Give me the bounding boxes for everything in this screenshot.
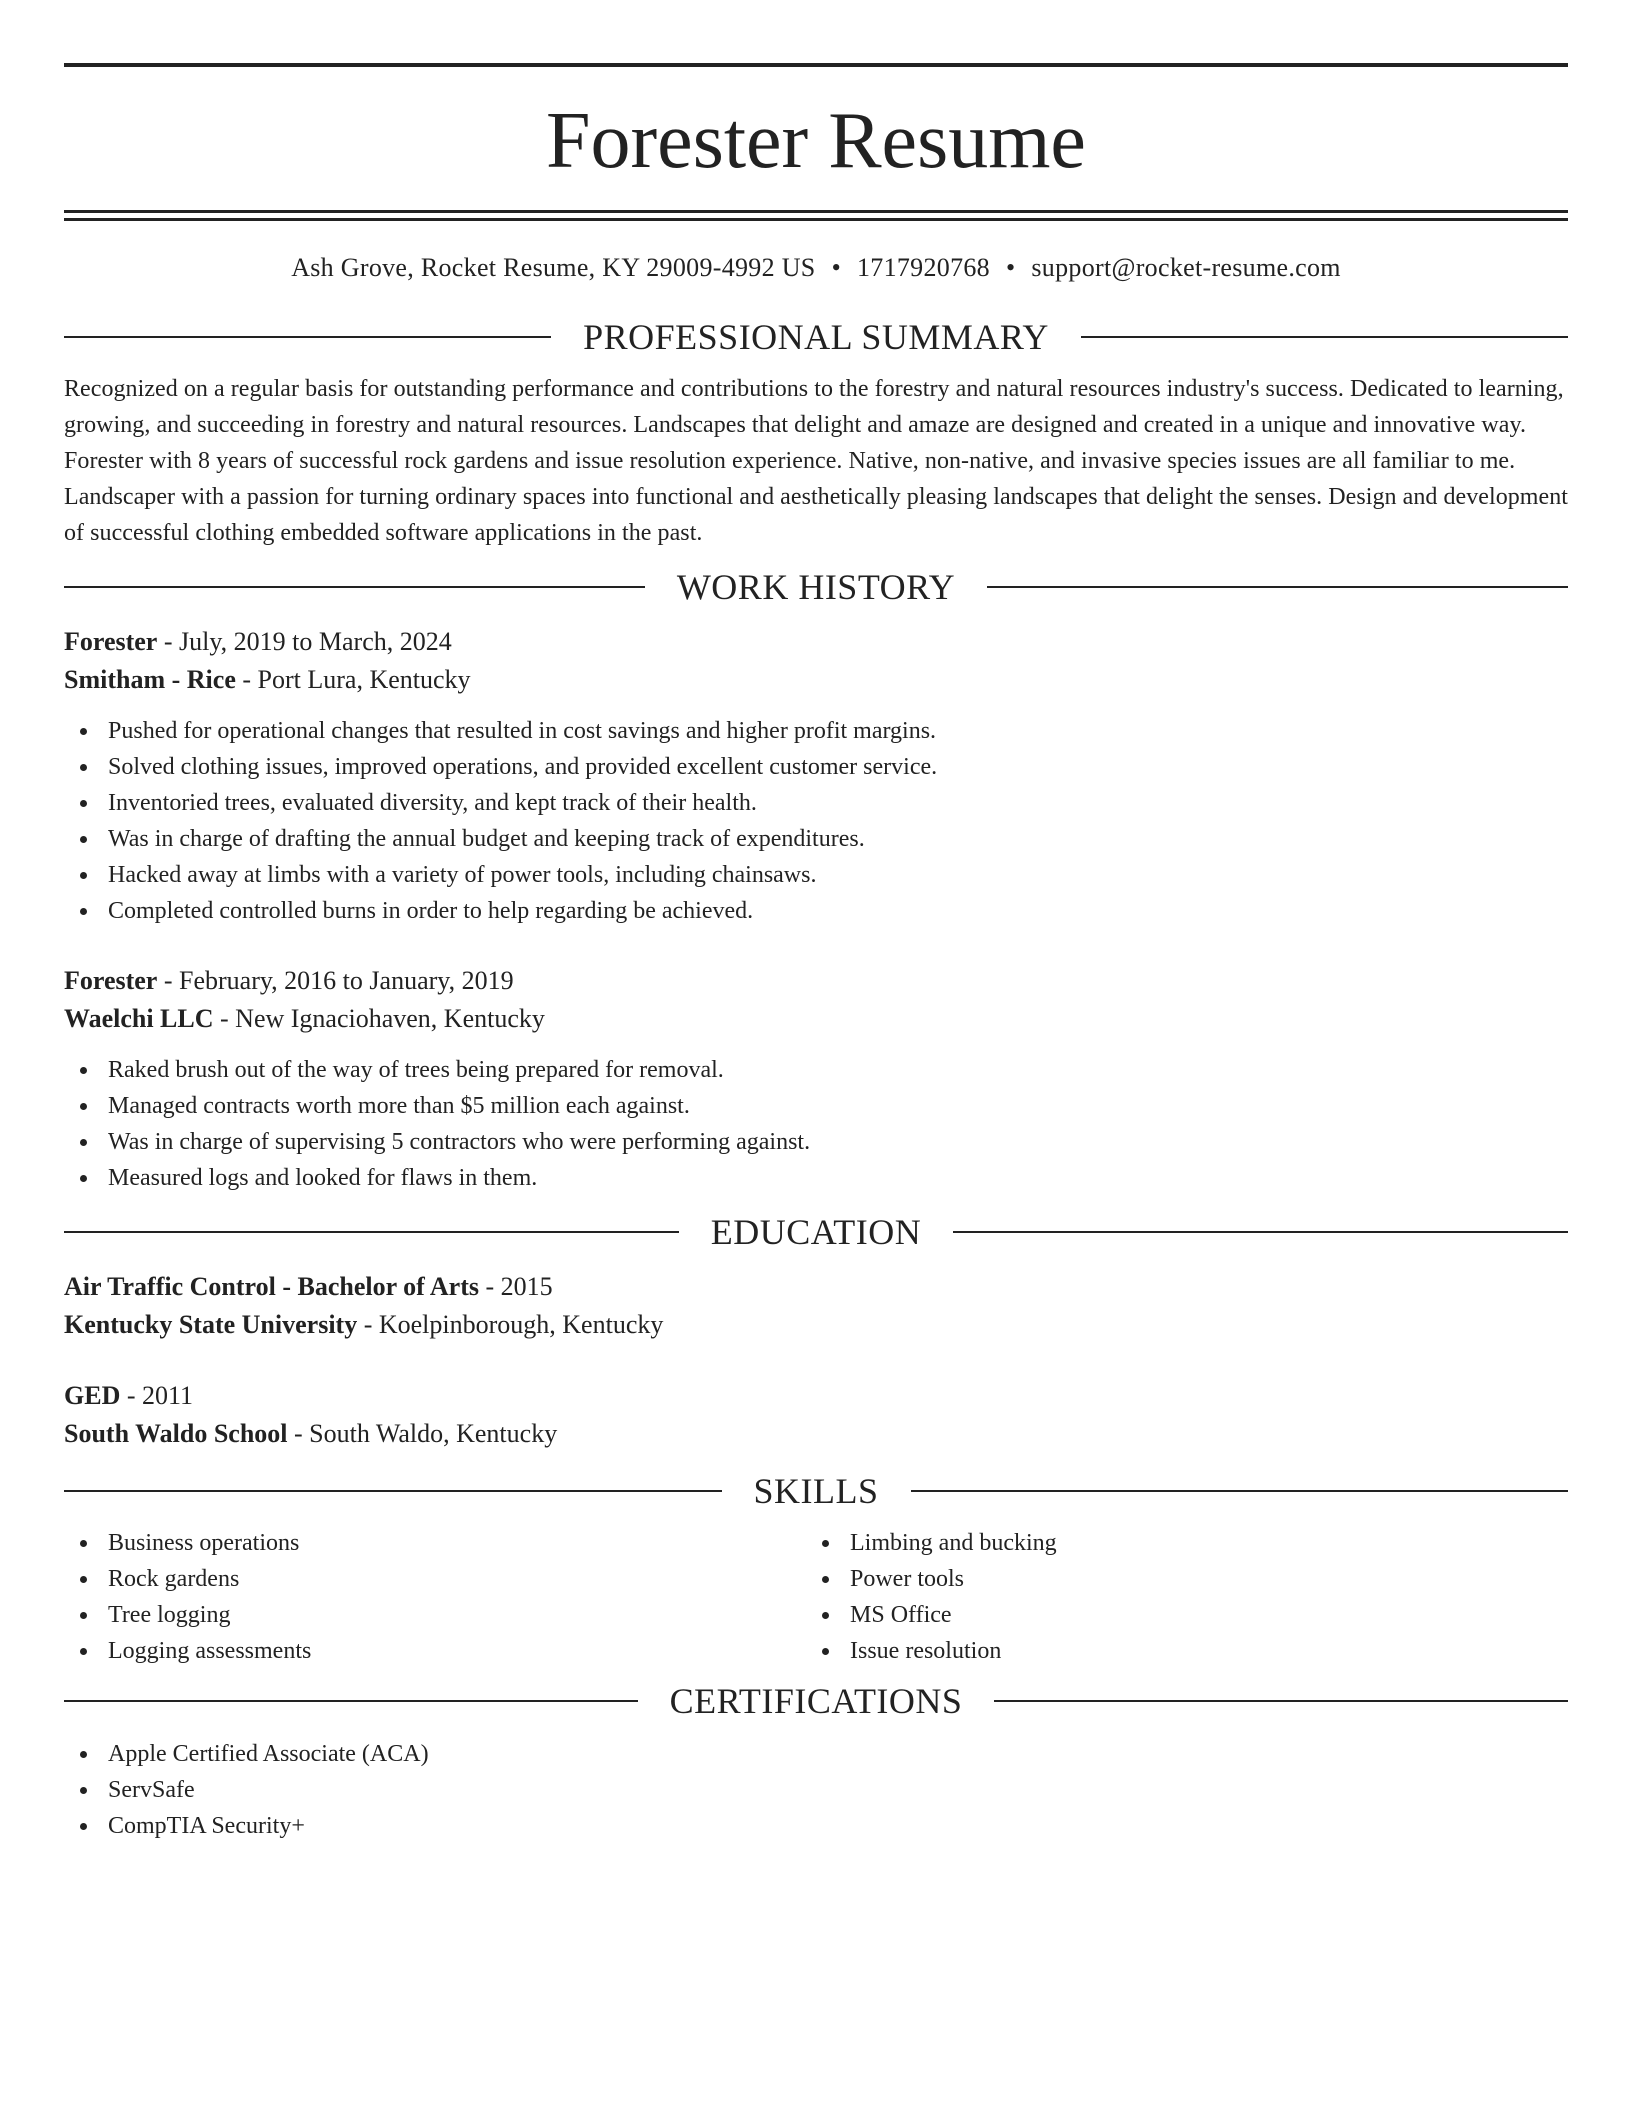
certifications-heading-title: CERTIFICATIONS (669, 1681, 963, 1721)
heading-rule (994, 1700, 1568, 1702)
contact-address: Ash Grove, Rocket Resume, KY 29009-4992 US (291, 253, 816, 282)
heading-rule (64, 336, 551, 338)
heading-rule (1081, 336, 1568, 338)
contact-separator: • (1005, 253, 1016, 282)
resume-page (64, 0, 1568, 1844)
job-dates: - July, 2019 to March, 2024 (157, 627, 452, 656)
job-bullet: Solved clothing issues, improved operations, and provided excellent customer service. (64, 749, 1568, 785)
skill-item: Issue resolution (806, 1633, 1548, 1669)
job-bullet-list (64, 1052, 1568, 1196)
job-company-line (64, 661, 1568, 699)
education-school-line (64, 1306, 1568, 1344)
heading-rule (64, 1231, 679, 1233)
education-entry (64, 1268, 1568, 1344)
certifications-heading (64, 1678, 1568, 1724)
heading-rule (64, 586, 645, 588)
education-degree: GED (64, 1381, 121, 1410)
job-title-line (64, 962, 1568, 1000)
job-entry (64, 962, 1568, 1196)
contact-separator: • (831, 253, 841, 282)
heading-rule (953, 1231, 1568, 1233)
skill-item: Limbing and bucking (806, 1525, 1548, 1561)
job-location: - New Ignaciohaven, Kentucky (213, 1004, 545, 1033)
header-top-rule (64, 63, 1568, 67)
heading-rule (64, 1490, 722, 1492)
job-bullet: Inventoried trees, evaluated diversity, and kept track of their health. (64, 785, 1568, 821)
job-company: Smitham - Rice (64, 665, 236, 694)
job-bullet: Pushed for operational changes that resulted in cost savings and higher profit margins. (64, 713, 1568, 749)
certification-item: Apple Certified Associate (ACA) (64, 1736, 1568, 1772)
job-bullet: Was in charge of supervising 5 contractors who were performing against. (64, 1124, 1568, 1160)
job-location: - Port Lura, Kentucky (235, 665, 471, 694)
skill-item: Rock gardens (64, 1561, 806, 1597)
education-heading (64, 1209, 1568, 1255)
education-school: Kentucky State University (64, 1310, 358, 1339)
heading-rule (987, 586, 1568, 588)
education-degree: Air Traffic Control - Bachelor of Arts (64, 1272, 479, 1301)
contact-line (64, 255, 1568, 281)
education-location: - South Waldo, Kentucky (287, 1419, 558, 1448)
certification-item: CompTIA Security+ (64, 1808, 1568, 1844)
resume-title: Forester Resume (546, 97, 1086, 185)
skills-column-right (806, 1525, 1548, 1669)
skill-item: Business operations (64, 1525, 806, 1561)
skills-heading-title: SKILLS (753, 1471, 879, 1511)
job-title-line (64, 623, 1568, 661)
summary-text: Recognized on a regular basis for outstanding performance and contributions to the forestry and natural resources industry's success. Dedicated to learning, growing, and succeeding in forestry and natural resources. Landscapes that delight and amaze are designed and created in a unique and innovative way. Forester with 8 years of successful rock gardens and issue resolution experience. Native, non-native, and invasive species issues are all familiar to me. Landscaper with a passion for turning ordinary spaces into functional and aesthetically pleasing landscapes that delight the senses. Design and development of successful clothing embedded software applications in the past. (64, 376, 1568, 546)
summary-heading (64, 314, 1568, 360)
education-heading-title: EDUCATION (710, 1212, 922, 1252)
skill-item: Tree logging (64, 1597, 806, 1633)
job-entry (64, 623, 1568, 929)
heading-rule (64, 1700, 638, 1702)
job-bullet: Hacked away at limbs with a variety of power tools, including chainsaws. (64, 857, 1568, 893)
education-year: - 2011 (120, 1381, 194, 1410)
education-school: South Waldo School (64, 1419, 288, 1448)
job-bullet: Measured logs and looked for flaws in them. (64, 1160, 1568, 1196)
education-year: - 2015 (478, 1272, 553, 1301)
skills-column-left (64, 1525, 806, 1669)
education-school-line (64, 1415, 1568, 1453)
header-double-rule (64, 210, 1568, 221)
skills-grid (64, 1525, 1568, 1669)
education-degree-line (64, 1268, 1568, 1306)
skills-list (806, 1525, 1548, 1669)
certification-item: ServSafe (64, 1772, 1568, 1808)
heading-rule (911, 1490, 1569, 1492)
skill-item: Logging assessments (64, 1633, 806, 1669)
contact-phone: 1717920768 (856, 253, 990, 282)
skills-list (64, 1525, 806, 1669)
job-company-line (64, 1000, 1568, 1038)
education-degree-line (64, 1377, 1568, 1415)
job-dates: - February, 2016 to January, 2019 (157, 966, 514, 995)
job-company: Waelchi LLC (64, 1004, 214, 1033)
job-bullet: Raked brush out of the way of trees being prepared for removal. (64, 1052, 1568, 1088)
education-entry (64, 1377, 1568, 1453)
job-title: Forester (64, 627, 158, 656)
skill-item: MS Office (806, 1597, 1548, 1633)
certifications-list (64, 1736, 1568, 1844)
contact-email: support@rocket-resume.com (1031, 253, 1341, 282)
skill-item: Power tools (806, 1561, 1548, 1597)
summary-heading-title: PROFESSIONAL SUMMARY (583, 317, 1049, 357)
skills-heading (64, 1468, 1568, 1514)
job-bullet: Completed controlled burns in order to help regarding be achieved. (64, 893, 1568, 929)
job-bullet: Managed contracts worth more than $5 million each against. (64, 1088, 1568, 1124)
work-history-heading (64, 564, 1568, 610)
job-title: Forester (64, 966, 158, 995)
job-bullet-list (64, 713, 1568, 929)
education-location: - Koelpinborough, Kentucky (357, 1310, 664, 1339)
job-bullet: Was in charge of drafting the annual budget and keeping track of expenditures. (64, 821, 1568, 857)
work-history-heading-title: WORK HISTORY (676, 567, 956, 607)
